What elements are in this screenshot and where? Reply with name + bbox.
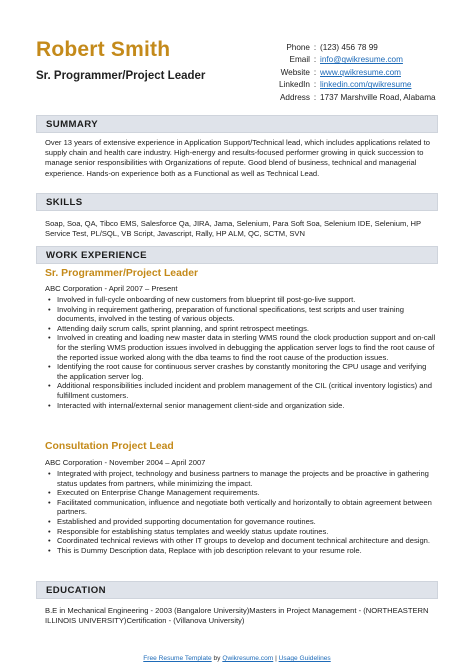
contact-block xyxy=(272,42,442,104)
page-footer: Free Resume Template by Qwikresume.com | Usage Guidelines xyxy=(143,655,331,662)
contact-linkedin: LinkedIn : linkedin.com/qwikresume xyxy=(279,80,412,90)
list-item: • Identifying the root cause for continuous server crashes by constantly monitoring the CPU usage and verifying the application server log. xyxy=(45,362,437,381)
contact-email: Email : info@qwikresume.com xyxy=(289,55,403,65)
contact-address: Address : 1737 Marshville Road, Alabama xyxy=(279,92,436,102)
list-item: • Executed on Enterprise Change Management requirements. xyxy=(45,488,437,498)
candidate-name: Robert Smith xyxy=(36,38,171,61)
linkedin-link[interactable]: linkedin.com/qwikresume xyxy=(320,80,412,90)
qwikresume-link[interactable]: Qwikresume.com xyxy=(222,655,274,662)
list-item: • Involved in full-cycle onboarding of new customers from blueprint till post-go-live support. xyxy=(45,295,437,305)
list-item: • Facilitated communication, influence and negotiate both vertically and horizontally to obtain agreement between partners. xyxy=(45,498,437,517)
usage-guidelines-link[interactable]: Usage Guidelines xyxy=(278,655,331,662)
job-title-2: Consultation Project Lead xyxy=(45,441,174,452)
list-item: • Additional responsibilities included incident and problem management of the CIL (critical inventory logistics) and fulfillment customers. xyxy=(45,381,437,400)
list-item: • Interacted with internal/external senior management client-side and organization side. xyxy=(45,401,437,411)
list-item: • Involved in creating and loading new master data in sterling WMS round the clock production support and on-call for the sterling WMS production issues involved in debugging the application server logs to find the root cause of the reported issue worked along with the dba teams to find the root cause of the production issues. xyxy=(45,333,437,362)
contact-website: Website : www.qwikresume.com xyxy=(280,67,401,77)
education-text: B.E in Mechanical Engineering - 2003 (Bangalore University)Masters in Project Management - (NORTHEASTERN ILLINOIS UNIVERSITY)Certification - (Villanova University) xyxy=(45,606,429,626)
skills-heading: SKILLS xyxy=(36,193,438,211)
job-meta-1: ABC Corporation - April 2007 – Present xyxy=(45,284,178,293)
list-item: • Coordinated technical reviews with other IT groups to develop and document technical architecture and design. xyxy=(45,536,437,546)
list-item: • This is Dummy Description data, Replace with job description relevant to your resume role. xyxy=(45,546,437,556)
free-resume-template-link[interactable]: Free Resume Template xyxy=(143,655,212,662)
job-bullets-2 xyxy=(45,469,437,555)
list-item: • Attending daily scrum calls, sprint planning, and sprint retrospect meetings. xyxy=(45,324,437,334)
work-experience-heading: WORK EXPERIENCE xyxy=(36,246,438,264)
skills-text: Soap, Soa, QA, Tibco EMS, Salesforce Qa, JIRA, Jama, Selenium, Para Soft Soa, Selenium IDE, Selenium, HP Service Test, PL/SQL, VB Script, Javascript, Rally, HP ALM, QC, SCTM, SVN xyxy=(45,219,421,239)
job-meta-2: ABC Corporation - November 2004 – April 2007 xyxy=(45,458,206,467)
candidate-title: Sr. Programmer/Project Leader xyxy=(36,70,206,82)
resume-header xyxy=(36,38,446,118)
job-title-1: Sr. Programmer/Project Leader xyxy=(45,268,199,279)
list-item: • Established and provided supporting documentation for governance routines. xyxy=(45,517,437,527)
list-item: • Responsible for establishing status templates and weekly status update routines. xyxy=(45,527,437,537)
website-link[interactable]: www.qwikresume.com xyxy=(320,67,401,77)
education-heading: EDUCATION xyxy=(36,581,438,599)
summary-text: Over 13 years of extensive experience in Application Support/Technical lead, which includes applications related to supply chain and health care industry. High-energy and results-focused performer growing in quick succession to manage senior responsibilities with Organizations of repute. Good blend of business, technical and managerial experience. Hands-on experience both as a Functional as well as Technical Lead. xyxy=(45,138,430,178)
job-bullets-1 xyxy=(45,295,437,410)
list-item: • Involving in requirement gathering, preparation of functional specifications, test scripts and user training documents, involved in the testing of various objects. xyxy=(45,305,437,324)
contact-phone: Phone : (123) 456 78 99 xyxy=(286,43,378,52)
summary-heading: SUMMARY xyxy=(36,115,438,133)
email-link[interactable]: info@qwikresume.com xyxy=(320,55,403,65)
phone-value: (123) 456 78 99 xyxy=(320,43,378,52)
list-item: • Integrated with project, technology and business partners to manage the projects and be proactive in gathering status updates from partners, while minimizing the impact. xyxy=(45,469,437,488)
address-value: 1737 Marshville Road, Alabama xyxy=(320,92,436,102)
